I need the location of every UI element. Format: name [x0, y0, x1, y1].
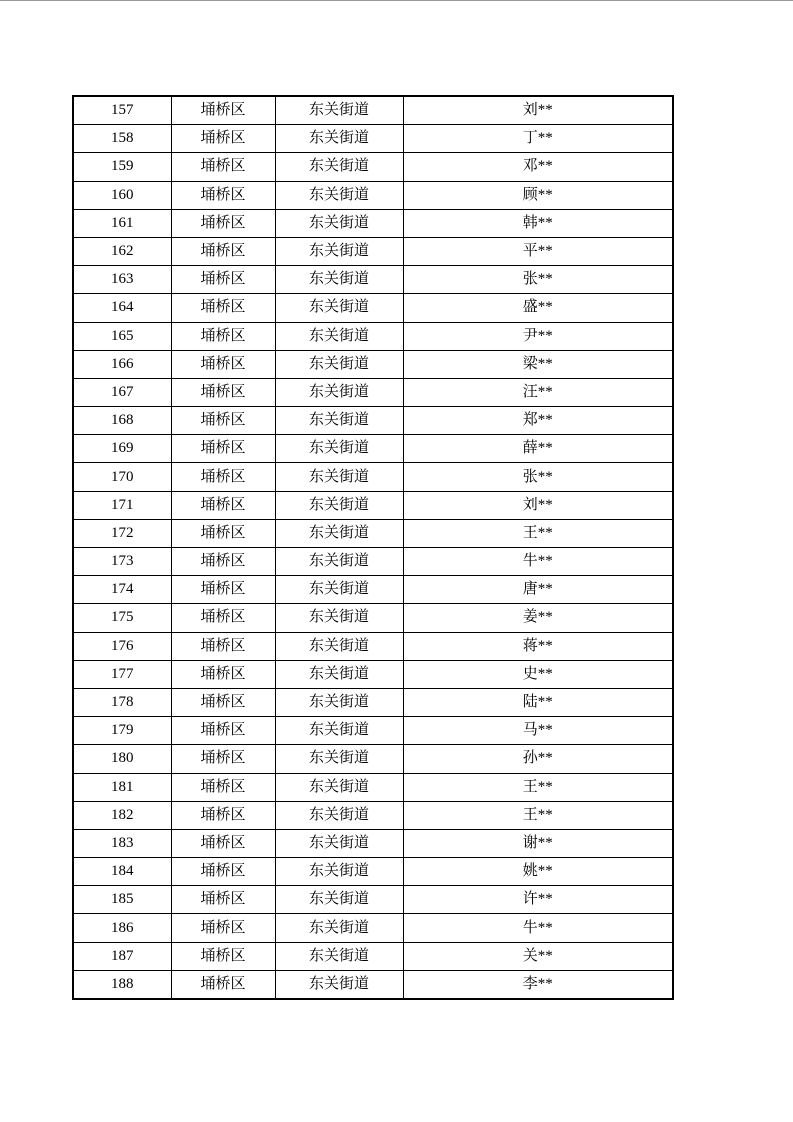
row-name-cell: 许**	[403, 886, 673, 914]
table-row	[73, 378, 673, 406]
row-seq-cell: 157	[73, 96, 171, 125]
row-street-cell: 东关街道	[275, 407, 403, 435]
row-district-cell: 埇桥区	[171, 491, 275, 519]
row-name-cell: 平**	[403, 237, 673, 265]
row-seq-cell: 171	[73, 491, 171, 519]
row-district-cell: 埇桥区	[171, 237, 275, 265]
table-row	[73, 660, 673, 688]
table-row	[73, 886, 673, 914]
row-name-cell: 蒋**	[403, 632, 673, 660]
row-district-cell: 埇桥区	[171, 970, 275, 999]
row-street-cell: 东关街道	[275, 745, 403, 773]
row-seq-cell: 159	[73, 153, 171, 181]
row-seq-cell: 160	[73, 181, 171, 209]
row-district-cell: 埇桥区	[171, 604, 275, 632]
table-row	[73, 96, 673, 125]
row-street-cell: 东关街道	[275, 829, 403, 857]
table-row	[73, 463, 673, 491]
table-row	[73, 970, 673, 999]
row-seq-cell: 162	[73, 237, 171, 265]
table-row	[73, 294, 673, 322]
row-street-cell: 东关街道	[275, 294, 403, 322]
row-seq-cell: 166	[73, 350, 171, 378]
row-name-cell: 王**	[403, 773, 673, 801]
row-name-cell: 姜**	[403, 604, 673, 632]
row-name-cell: 王**	[403, 519, 673, 547]
row-seq-cell: 167	[73, 378, 171, 406]
row-street-cell: 东关街道	[275, 660, 403, 688]
row-seq-cell: 183	[73, 829, 171, 857]
row-district-cell: 埇桥区	[171, 829, 275, 857]
row-district-cell: 埇桥区	[171, 463, 275, 491]
row-district-cell: 埇桥区	[171, 914, 275, 942]
row-district-cell: 埇桥区	[171, 322, 275, 350]
row-name-cell: 刘**	[403, 96, 673, 125]
row-street-cell: 东关街道	[275, 858, 403, 886]
row-seq-cell: 182	[73, 801, 171, 829]
row-name-cell: 顾**	[403, 181, 673, 209]
row-district-cell: 埇桥区	[171, 407, 275, 435]
row-street-cell: 东关街道	[275, 773, 403, 801]
row-street-cell: 东关街道	[275, 688, 403, 716]
table-row	[73, 942, 673, 970]
page-top-edge-divider	[0, 0, 793, 1]
row-seq-cell: 177	[73, 660, 171, 688]
row-name-cell: 马**	[403, 717, 673, 745]
row-seq-cell: 175	[73, 604, 171, 632]
row-street-cell: 东关街道	[275, 96, 403, 125]
row-seq-cell: 188	[73, 970, 171, 999]
row-seq-cell: 180	[73, 745, 171, 773]
row-district-cell: 埇桥区	[171, 294, 275, 322]
row-name-cell: 谢**	[403, 829, 673, 857]
row-district-cell: 埇桥区	[171, 153, 275, 181]
row-name-cell: 邓**	[403, 153, 673, 181]
row-street-cell: 东关街道	[275, 717, 403, 745]
row-name-cell: 陆**	[403, 688, 673, 716]
row-name-cell: 姚**	[403, 858, 673, 886]
row-seq-cell: 176	[73, 632, 171, 660]
row-street-cell: 东关街道	[275, 886, 403, 914]
table-row	[73, 717, 673, 745]
row-seq-cell: 187	[73, 942, 171, 970]
row-name-cell: 郑**	[403, 407, 673, 435]
row-name-cell: 李**	[403, 970, 673, 999]
row-seq-cell: 169	[73, 435, 171, 463]
row-street-cell: 东关街道	[275, 632, 403, 660]
row-district-cell: 埇桥区	[171, 773, 275, 801]
row-seq-cell: 165	[73, 322, 171, 350]
table-row	[73, 491, 673, 519]
row-street-cell: 东关街道	[275, 322, 403, 350]
row-name-cell: 刘**	[403, 491, 673, 519]
row-seq-cell: 161	[73, 209, 171, 237]
row-district-cell: 埇桥区	[171, 576, 275, 604]
row-street-cell: 东关街道	[275, 350, 403, 378]
table-row	[73, 153, 673, 181]
row-district-cell: 埇桥区	[171, 378, 275, 406]
row-district-cell: 埇桥区	[171, 858, 275, 886]
row-name-cell: 唐**	[403, 576, 673, 604]
row-street-cell: 东关街道	[275, 237, 403, 265]
row-district-cell: 埇桥区	[171, 435, 275, 463]
row-district-cell: 埇桥区	[171, 125, 275, 153]
row-district-cell: 埇桥区	[171, 266, 275, 294]
row-street-cell: 东关街道	[275, 378, 403, 406]
row-district-cell: 埇桥区	[171, 942, 275, 970]
row-street-cell: 东关街道	[275, 153, 403, 181]
row-street-cell: 东关街道	[275, 801, 403, 829]
row-street-cell: 东关街道	[275, 576, 403, 604]
table-row	[73, 688, 673, 716]
table-row	[73, 604, 673, 632]
table-row	[73, 237, 673, 265]
row-seq-cell: 168	[73, 407, 171, 435]
row-seq-cell: 173	[73, 548, 171, 576]
row-name-cell: 张**	[403, 463, 673, 491]
table-row	[73, 576, 673, 604]
row-name-cell: 薛**	[403, 435, 673, 463]
row-name-cell: 丁**	[403, 125, 673, 153]
row-district-cell: 埇桥区	[171, 688, 275, 716]
row-district-cell: 埇桥区	[171, 801, 275, 829]
row-seq-cell: 170	[73, 463, 171, 491]
table-row	[73, 181, 673, 209]
table-row	[73, 858, 673, 886]
row-seq-cell: 184	[73, 858, 171, 886]
row-street-cell: 东关街道	[275, 209, 403, 237]
row-street-cell: 东关街道	[275, 604, 403, 632]
table-row	[73, 829, 673, 857]
row-seq-cell: 186	[73, 914, 171, 942]
table-row	[73, 801, 673, 829]
row-seq-cell: 178	[73, 688, 171, 716]
row-street-cell: 东关街道	[275, 548, 403, 576]
row-street-cell: 东关街道	[275, 463, 403, 491]
table-row	[73, 519, 673, 547]
table-row	[73, 435, 673, 463]
table-row	[73, 632, 673, 660]
row-district-cell: 埇桥区	[171, 548, 275, 576]
table-row	[73, 773, 673, 801]
row-street-cell: 东关街道	[275, 181, 403, 209]
row-street-cell: 东关街道	[275, 914, 403, 942]
row-name-cell: 梁**	[403, 350, 673, 378]
row-name-cell: 牛**	[403, 914, 673, 942]
row-street-cell: 东关街道	[275, 435, 403, 463]
row-name-cell: 张**	[403, 266, 673, 294]
table-row	[73, 407, 673, 435]
row-district-cell: 埇桥区	[171, 209, 275, 237]
row-district-cell: 埇桥区	[171, 745, 275, 773]
row-district-cell: 埇桥区	[171, 717, 275, 745]
row-name-cell: 牛**	[403, 548, 673, 576]
row-name-cell: 关**	[403, 942, 673, 970]
row-district-cell: 埇桥区	[171, 519, 275, 547]
row-street-cell: 东关街道	[275, 519, 403, 547]
table-row	[73, 322, 673, 350]
row-street-cell: 东关街道	[275, 491, 403, 519]
row-street-cell: 东关街道	[275, 125, 403, 153]
row-seq-cell: 158	[73, 125, 171, 153]
row-name-cell: 王**	[403, 801, 673, 829]
table-row	[73, 209, 673, 237]
row-district-cell: 埇桥区	[171, 350, 275, 378]
row-seq-cell: 174	[73, 576, 171, 604]
table-row	[73, 350, 673, 378]
row-name-cell: 史**	[403, 660, 673, 688]
row-name-cell: 孙**	[403, 745, 673, 773]
row-name-cell: 盛**	[403, 294, 673, 322]
row-district-cell: 埇桥区	[171, 660, 275, 688]
row-district-cell: 埇桥区	[171, 96, 275, 125]
table-row	[73, 125, 673, 153]
table-row	[73, 745, 673, 773]
row-seq-cell: 181	[73, 773, 171, 801]
table-row	[73, 914, 673, 942]
row-district-cell: 埇桥区	[171, 632, 275, 660]
masked-names-table	[72, 95, 674, 1000]
row-name-cell: 韩**	[403, 209, 673, 237]
row-district-cell: 埇桥区	[171, 886, 275, 914]
table-row	[73, 548, 673, 576]
row-street-cell: 东关街道	[275, 970, 403, 999]
row-name-cell: 尹**	[403, 322, 673, 350]
row-seq-cell: 164	[73, 294, 171, 322]
row-district-cell: 埇桥区	[171, 181, 275, 209]
table-row	[73, 266, 673, 294]
row-seq-cell: 185	[73, 886, 171, 914]
table-body	[73, 96, 673, 999]
row-street-cell: 东关街道	[275, 266, 403, 294]
row-seq-cell: 179	[73, 717, 171, 745]
row-seq-cell: 163	[73, 266, 171, 294]
row-seq-cell: 172	[73, 519, 171, 547]
row-name-cell: 汪**	[403, 378, 673, 406]
row-street-cell: 东关街道	[275, 942, 403, 970]
